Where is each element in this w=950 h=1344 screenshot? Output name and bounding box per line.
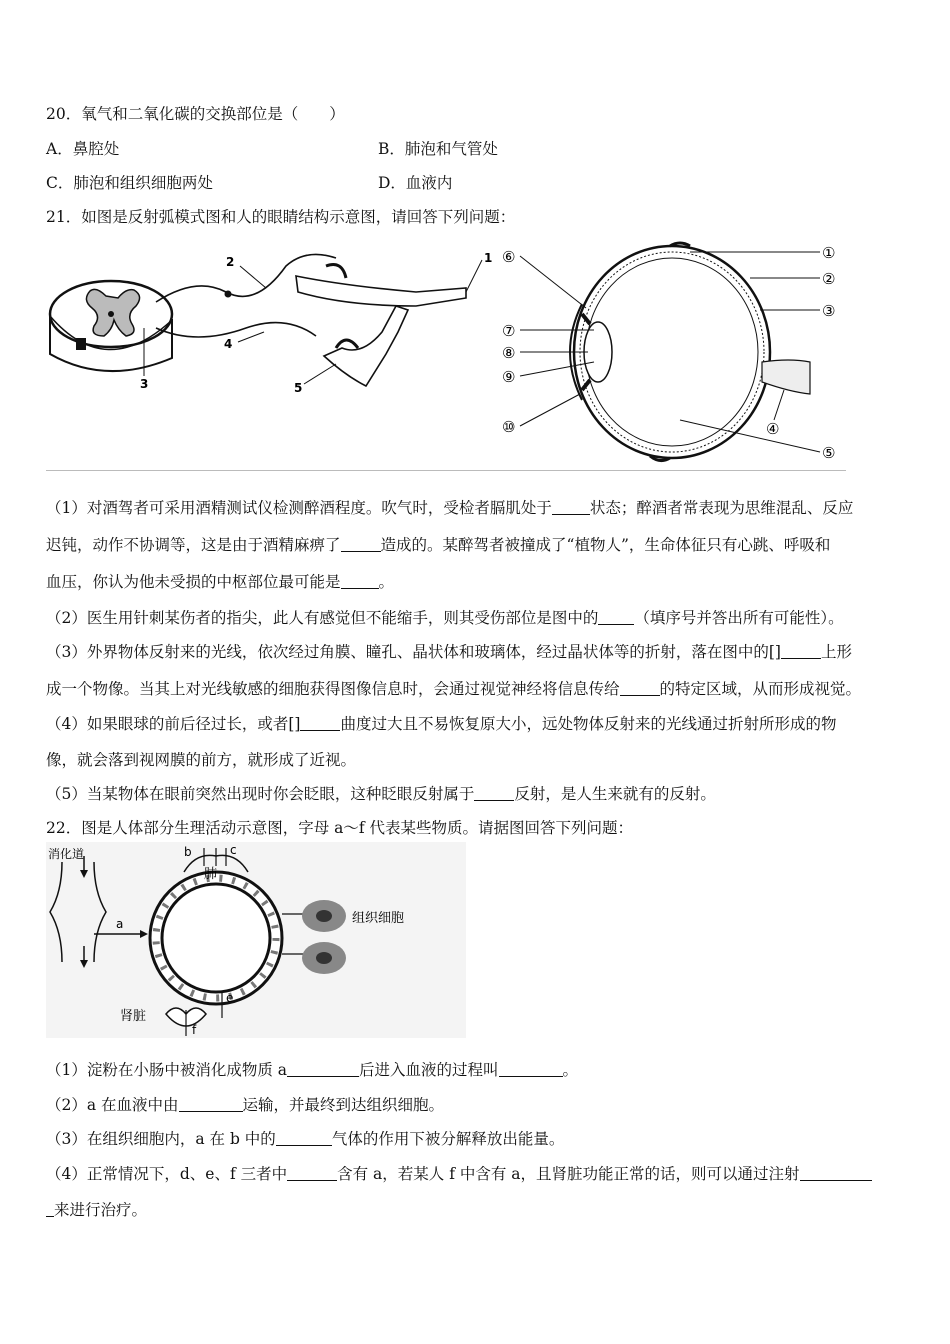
efferent-nerve: [156, 323, 316, 337]
eye-label-4: ④: [766, 420, 780, 438]
label-b: b: [184, 845, 192, 859]
label-digestive-tract: 消化道: [48, 847, 85, 861]
eye-label-10: ⑩: [502, 418, 516, 436]
q21-part4-line1: （4）如果眼球的前后径过长，或者[] 曲度过大且不易恢复原大小，远处物体反射来的光线通过折射所形成的物: [46, 715, 837, 733]
q20-option-b: B．肺泡和气管处: [378, 140, 498, 158]
label-tissue-cells: 组织细胞: [352, 911, 405, 926]
q21-part4-line2: 像，就会落到视网膜的前方，就形成了近视。: [46, 751, 357, 769]
q20-option-c: C．肺泡和组织细胞两处: [46, 174, 213, 192]
label-e: e: [226, 991, 234, 1005]
arm-upper: [296, 276, 466, 306]
q21-part1-line1: （1）对酒驾者可采用酒精测试仪检测醉酒程度。吹气时，受检者膈肌处于 状态；醉酒者常表现为思维混乱、反应: [46, 499, 854, 517]
label-c: c: [230, 843, 237, 857]
eye-label-8: ⑧: [502, 344, 516, 362]
eye-label-6: ⑥: [502, 248, 516, 266]
reflex-label-4: 4: [224, 337, 233, 351]
q22-part4-line2: 来进行治疗。: [46, 1198, 147, 1220]
label-lung: 肺: [204, 867, 218, 882]
q21-part2: （2）医生用针刺某伤者的指尖，此人有感觉但不能缩手，则其受伤部位是图中的 （填序号并答出所有可能性）。: [46, 609, 844, 627]
reflex-label-1: 1: [484, 251, 493, 265]
reflex-label-5: 5: [294, 381, 303, 395]
eye-label-7: ⑦: [502, 322, 516, 340]
q21-part3-line2: 成一个物像。当其上对光线敏感的细胞获得图像信息时，会通过视觉神经将信息传给 的特定区域，从而形成视觉。: [46, 680, 862, 698]
label-a: a: [116, 917, 124, 931]
q22-part3: （3）在组织细胞内，a 在 b 中的 气体的作用下被分解释放出能量。: [46, 1130, 565, 1148]
reflex-label-3: 3: [140, 377, 149, 391]
q20-option-d: D．血液内: [378, 174, 453, 192]
eye-label-9: ⑨: [502, 368, 516, 386]
q20-stem: 20．氧气和二氧化碳的交换部位是（ ）: [46, 105, 345, 123]
physiology-figure: [46, 842, 466, 1038]
q21-stem: 21．如图是反射弧模式图和人的眼睛结构示意图，请回答下列问题：: [46, 208, 516, 226]
q22-part4-line1: （4）正常情况下，d、e、f 三者中 含有 a，若某人 f 中含有 a，且肾脏功能正常的话，则可以通过注射: [46, 1162, 872, 1184]
label-kidney: 肾脏: [120, 1009, 147, 1024]
eye-label-3: ③: [822, 302, 836, 320]
reflex-arc-figure: [46, 236, 493, 396]
q20-option-a: A．鼻腔处: [46, 140, 120, 158]
q21-part1-line3: 血压，你认为他未受损的中枢部位最可能是 。: [46, 573, 395, 591]
q22-part2: （2）a 在血液中由 运输，并最终到达组织细胞。: [46, 1096, 445, 1114]
eye-structure-figure: [490, 234, 848, 474]
spinal-cord-section: [50, 281, 172, 371]
q21-part3-line1: （3）外界物体反射来的光线，依次经过角膜、瞳孔、晶状体和玻璃体，经过晶状体等的折射，落在图中的[] 上形: [46, 643, 852, 661]
q21-part1-line2: 迟钝，动作不协调等，这是由于酒精麻痹了 造成的。某醉驾者被撞成了“植物人”，生命体征只有心跳、呼吸和: [46, 536, 831, 554]
eye-label-2: ②: [822, 270, 836, 288]
figure-divider: [46, 470, 846, 471]
q22-stem: 22．图是人体部分生理活动示意图，字母 a～f 代表某些物质。请据图回答下列问题：: [46, 819, 634, 837]
q21-part5: （5）当某物体在眼前突然出现时你会眨眼，这种眨眼反射属于 反射，是人生来就有的反射。: [46, 785, 716, 803]
eye-label-5: ⑤: [822, 444, 836, 462]
q22-part1: （1）淀粉在小肠中被消化成物质 a 后进入血液的过程叫 。: [46, 1061, 579, 1079]
reflex-label-2: 2: [226, 255, 235, 269]
label-f: f: [192, 1023, 197, 1037]
eye-label-1: ①: [822, 244, 836, 262]
